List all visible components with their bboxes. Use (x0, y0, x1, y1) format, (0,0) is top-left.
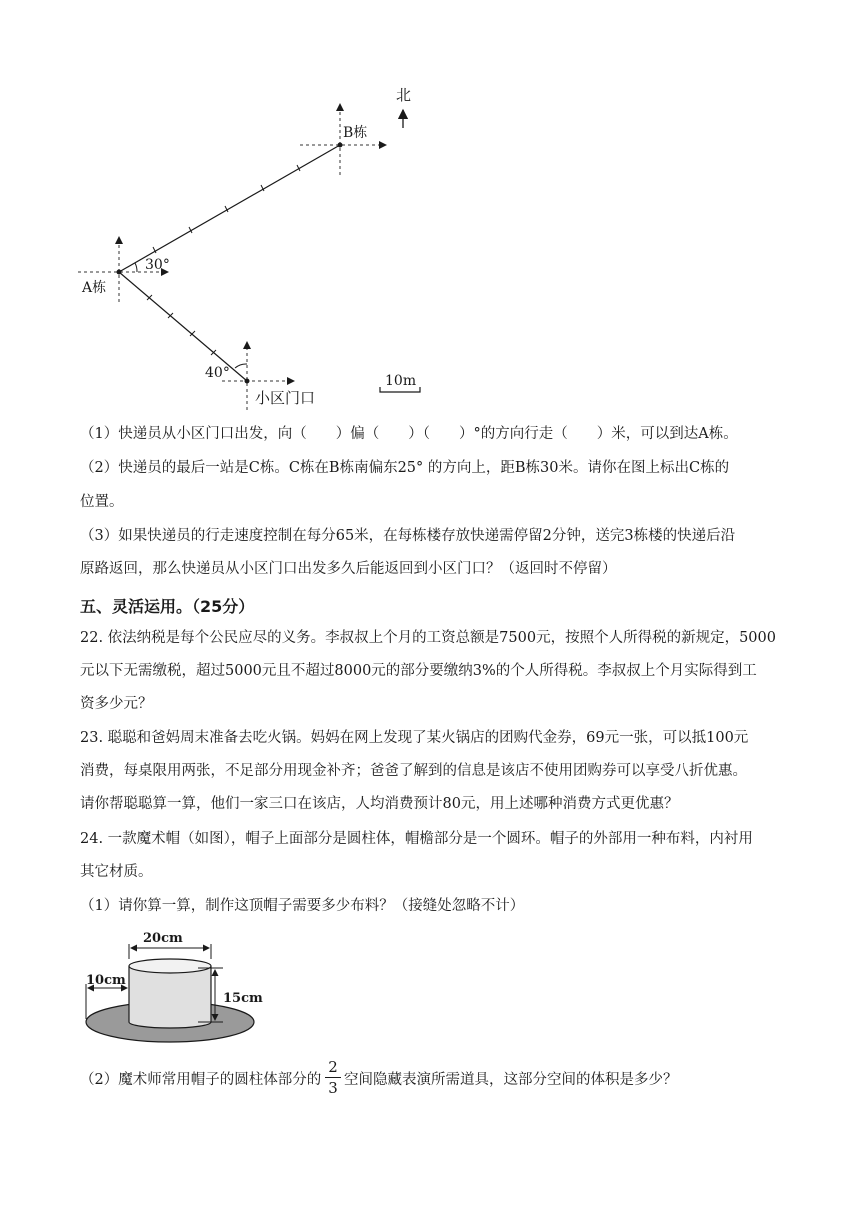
q21-part2-line1: （2）快递员的最后一站是C栋。C栋在B栋南偏东25° 的方向上，距B栋30米。请你在图上标出C栋的 (80, 460, 730, 476)
a-angle-label: 30° (145, 257, 170, 273)
q23-line1: 23. 聪聪和爸妈周末准备去吃火锅。妈妈在网上发现了某火锅店的团购代金券，69元一张，可以抵100元 (80, 730, 749, 746)
hat-diagram (78, 926, 298, 1056)
direction-diagram (0, 0, 860, 410)
section-title: 五、灵活运用。（25分） (80, 597, 255, 616)
q24-part1: （1）请你算一算，制作这顶帽子需要多少布料？（接缝处忽略不计） (80, 898, 525, 914)
q24-part2-after: 空间隐藏表演所需道具，这部分空间的体积是多少？ (344, 1072, 678, 1088)
gate-to-a-route (119, 272, 247, 381)
hat-brim-label: 10cm (86, 973, 126, 988)
gate-angle-arc (235, 364, 247, 368)
q21-part1: （1）快递员从小区门口出发，向（ ）偏（ ）（ ）°的方向行走（ ）米，可以到达A栋。 (80, 426, 738, 442)
q24-line1: 24. 一款魔术帽（如图），帽子上面部分是圆柱体，帽檐部分是一个圆环。帽子的外部用一种布料，内衬用 (80, 831, 753, 847)
q22-line1: 22. 依法纳税是每个公民应尽的义务。李叔叔上个月的工资总额是7500元，按照个人所得税的新规定，5000 (80, 630, 776, 646)
q22-line2: 元以下无需缴税，超过5000元且不超过8000元的部分要缴纳3%的个人所得税。李叔叔上个月实际得到工 (80, 663, 757, 679)
q23-line3: 请你帮聪聪算一算，他们一家三口在该店，人均消费预计80元，用上述哪种消费方式更优惠？ (80, 796, 679, 812)
fraction-numerator: 2 (328, 1058, 338, 1076)
fraction-bar (325, 1077, 341, 1078)
hat-height-label: 15cm (223, 991, 263, 1006)
hat-top (129, 959, 211, 973)
a-to-b-route (119, 145, 340, 272)
a-angle-arc (135, 263, 137, 272)
q21-part3-line2: 原路返回，那么快递员从小区门口出发多久后能返回到小区门口？（返回时不停留） (80, 561, 617, 577)
fraction-denominator: 3 (328, 1079, 338, 1097)
b-label: B栋 (343, 125, 368, 141)
q21-part2-line2: 位置。 (80, 494, 124, 510)
q24-line2: 其它材质。 (80, 864, 153, 880)
gate-angle-label: 40° (205, 365, 230, 381)
q21-part3-line1: （3）如果快递员的行走速度控制在每分65米，在每栋楼存放快递需停留2分钟，送完3栋楼的快递后沿 (80, 528, 736, 544)
gate-label: 小区门口 (255, 389, 316, 407)
q23-line2: 消费，每桌限用两张，不足部分用现金补齐；爸爸了解到的信息是该店不使用团购券可以享受八折优惠。 (80, 763, 747, 779)
scale-label: 10m (385, 373, 417, 389)
q24-part2-before: （2）魔术师常用帽子的圆柱体部分的 (80, 1072, 322, 1088)
north-label: 北 (396, 86, 412, 104)
hat-cylinder (129, 966, 211, 1028)
q22-line3: 资多少元？ (80, 696, 153, 712)
fraction-two-thirds (325, 1058, 341, 1097)
hat-top-label: 20cm (143, 931, 183, 946)
a-label: A栋 (82, 280, 107, 296)
